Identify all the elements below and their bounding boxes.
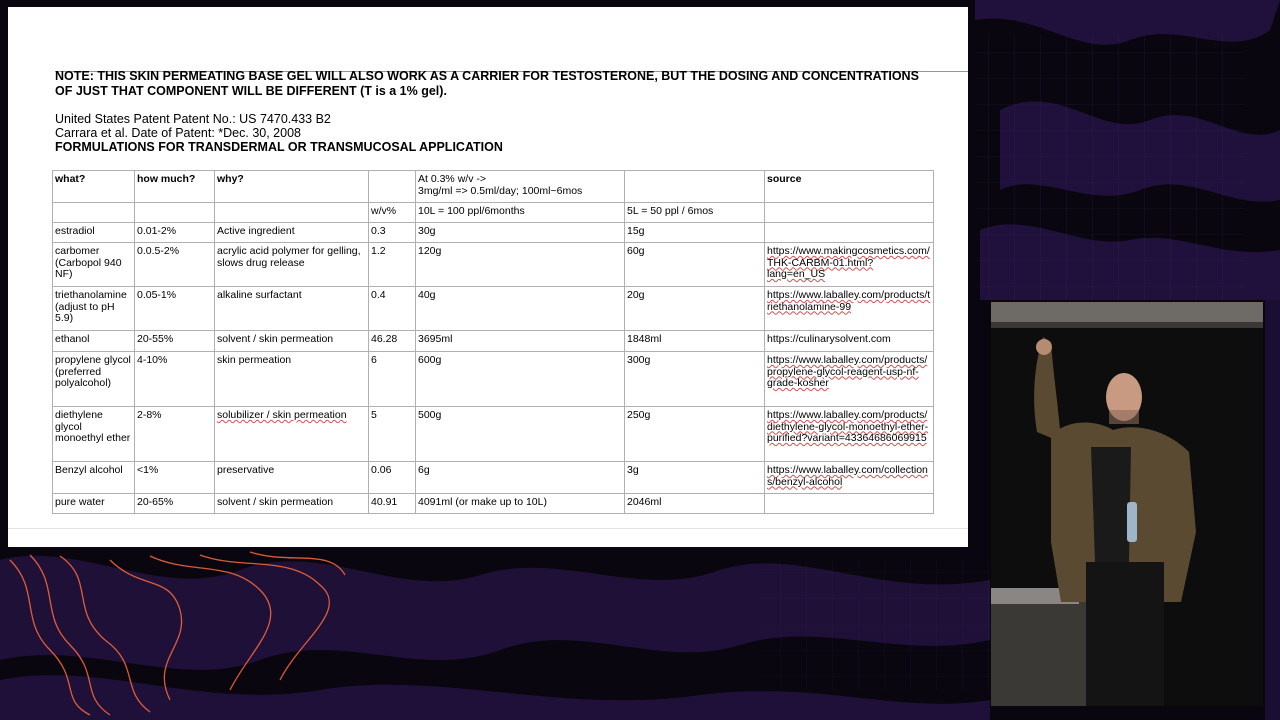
cell-why: solvent / skin permeation xyxy=(215,494,369,514)
patent-number: United States Patent Patent No.: US 7470.433 B2 xyxy=(55,112,331,126)
slide-note: NOTE: THIS SKIN PERMEATING BASE GEL WILL ALSO WORK AS A CARRIER FOR TESTOSTERONE, BUT THE DOSING AND CONCENTRATIONS OF JUST THAT COMPONENT WILL BE DIFFERENT (T is a 1% gel). xyxy=(55,69,919,98)
cell-why: preservative xyxy=(215,462,369,494)
cell-why: Active ingredient xyxy=(215,223,369,243)
header-source: source xyxy=(765,171,934,203)
header-how-much: how much? xyxy=(135,171,215,203)
cell-10l: 3695ml xyxy=(416,331,625,352)
speaker-video xyxy=(991,302,1263,706)
subheader-5l: 5L = 50 ppl / 6mos xyxy=(625,203,765,223)
subheader-wv: w/v% xyxy=(369,203,416,223)
cell-how-much: 20-65% xyxy=(135,494,215,514)
cell-10l: 500g xyxy=(416,407,625,462)
cell-5l: 20g xyxy=(625,287,765,331)
cell-10l: 30g xyxy=(416,223,625,243)
cell-5l: 2046ml xyxy=(625,494,765,514)
table-row xyxy=(53,331,934,352)
cell-source xyxy=(765,494,934,514)
cell-5l: 300g xyxy=(625,352,765,407)
cell-how-much: 0.0.5-2% xyxy=(135,243,215,287)
header-10l-line2: 3mg/ml => 0.5ml/day; 100ml~6mos xyxy=(418,184,583,197)
cell-how-much: 0.05-1% xyxy=(135,287,215,331)
cell-what: triethanolamine (adjust to pH 5.9) xyxy=(53,287,135,331)
cell-10l: 4091ml (or make up to 10L) xyxy=(416,494,625,514)
cell-wv: 46.28 xyxy=(369,331,416,352)
cell-how-much: <1% xyxy=(135,462,215,494)
header-what: what? xyxy=(53,171,135,203)
cell-wv: 0.06 xyxy=(369,462,416,494)
table-subheader-row xyxy=(53,203,934,223)
cell-wv: 0.4 xyxy=(369,287,416,331)
header-why: why? xyxy=(215,171,369,203)
table-row xyxy=(53,352,934,407)
header-5l xyxy=(625,171,765,203)
cell-how-much: 20-55% xyxy=(135,331,215,352)
cell-10l: 120g xyxy=(416,243,625,287)
source-link[interactable]: https://www.laballey.com/collections/benzyl-alcohol xyxy=(765,462,934,494)
speaker-figure xyxy=(991,302,1263,706)
cell-10l: 6g xyxy=(416,462,625,494)
cell-5l: 3g xyxy=(625,462,765,494)
table-row xyxy=(53,462,934,494)
subheader-10l: 10L = 100 ppl/6months xyxy=(416,203,625,223)
cell-why: solubilizer / skin permeation xyxy=(215,407,369,462)
slide xyxy=(8,7,968,547)
cell-what: Benzyl alcohol xyxy=(53,462,135,494)
cell-10l: 40g xyxy=(416,287,625,331)
table-row xyxy=(53,494,934,514)
source-link[interactable]: https://www.makingcosmetics.com/THK-CARBM-01.html?lang=en_US xyxy=(765,243,934,287)
cell-what: estradiol xyxy=(53,223,135,243)
cell-how-much: 2-8% xyxy=(135,407,215,462)
header-10l-line1: At 0.3% w/v -> xyxy=(418,173,486,185)
cell-wv: 6 xyxy=(369,352,416,407)
cell-source xyxy=(765,223,934,243)
cell-how-much: 0.01-2% xyxy=(135,223,215,243)
cell-why: acrylic acid polymer for gelling, slows drug release xyxy=(215,243,369,287)
source-link[interactable]: https://www.laballey.com/products/diethylene-glycol-monoethyl-ether-purified?variant=43364686069915 xyxy=(765,407,934,462)
cell-why: alkaline surfactant xyxy=(215,287,369,331)
slide-bottom-line xyxy=(8,528,968,529)
cell-how-much: 4-10% xyxy=(135,352,215,407)
cell-what: pure water xyxy=(53,494,135,514)
header-10l xyxy=(416,171,625,203)
source-link[interactable]: https://culinarysolvent.com xyxy=(765,331,934,352)
cell-what: ethanol xyxy=(53,331,135,352)
cell-5l: 15g xyxy=(625,223,765,243)
patent-authors-date: Carrara et al. Date of Patent: *Dec. 30, 2008 xyxy=(55,126,301,140)
source-link[interactable]: https://www.laballey.com/products/propylene-glycol-reagent-usp-nf-grade-kosher xyxy=(765,352,934,407)
cell-5l: 60g xyxy=(625,243,765,287)
cell-what: carbomer (Carbopol 940 NF) xyxy=(53,243,135,287)
cell-wv: 5 xyxy=(369,407,416,462)
cell-wv: 1.2 xyxy=(369,243,416,287)
table-row xyxy=(53,223,934,243)
source-link[interactable]: https://www.laballey.com/products/triethanolamine-99 xyxy=(765,287,934,331)
header-wv xyxy=(369,171,416,203)
cell-why: solvent / skin permeation xyxy=(215,331,369,352)
cell-what: diethylene glycol monoethyl ether xyxy=(53,407,135,462)
cell-5l: 1848ml xyxy=(625,331,765,352)
table-row xyxy=(53,407,934,462)
formulation-table xyxy=(52,170,934,514)
table-row xyxy=(53,243,934,287)
cell-why: skin permeation xyxy=(215,352,369,407)
cell-10l: 600g xyxy=(416,352,625,407)
table-row xyxy=(53,287,934,331)
slide-heading: FORMULATIONS FOR TRANSDERMAL OR TRANSMUCOSAL APPLICATION xyxy=(55,140,503,154)
table-header-row xyxy=(53,171,934,203)
cell-5l: 250g xyxy=(625,407,765,462)
cell-what: propylene glycol (preferred polyalcohol) xyxy=(53,352,135,407)
cell-wv: 40.91 xyxy=(369,494,416,514)
cell-wv: 0.3 xyxy=(369,223,416,243)
